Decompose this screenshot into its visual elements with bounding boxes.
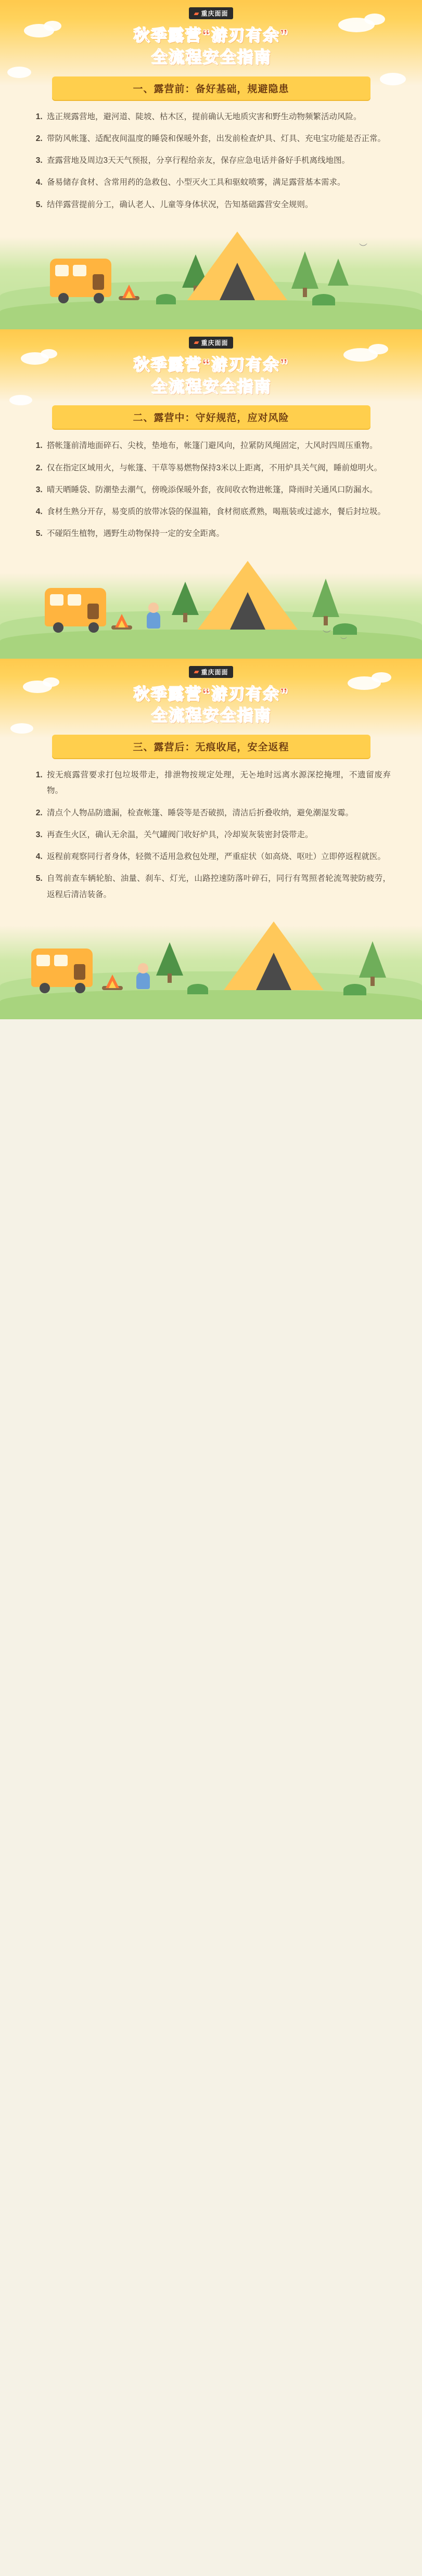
section-ribbon-1: 一、露营前：备好基础，规避隐患 (52, 76, 370, 100)
camper-person-head-icon (148, 603, 159, 613)
brand-logo-row (0, 329, 422, 349)
list-item: 2. 仅在指定区域用火，与帐篷、干草等易燃物保持3米以上距离，不用炉具关气阀，睡前熄明火。 (45, 460, 391, 476)
step-list-1 (34, 109, 391, 213)
bush-icon (343, 984, 366, 995)
van-door-icon (74, 964, 85, 980)
section-after-camping (0, 659, 422, 1019)
logo-mark-icon: ▰ (194, 668, 200, 676)
grass-ground-front (0, 300, 422, 329)
list-item: 5. 不碰陌生植物，遇野生动物保持一定的安全距离。 (45, 526, 391, 542)
van-wheel-icon (58, 293, 69, 303)
tree-icon (312, 579, 339, 617)
campfire-inner-icon (118, 620, 125, 627)
tree-icon (328, 259, 349, 286)
illustration-camp-scene-3 (0, 910, 422, 1019)
logo-text: 重庆面面 (201, 339, 228, 347)
cloud-icon (7, 67, 31, 78)
tree-icon (156, 942, 183, 976)
van-wheel-icon (88, 622, 99, 633)
bird-icon: ︶ (323, 630, 331, 639)
list-item: 1. 选正规露营地，避河道、陡坡、枯木区，提前确认无地质灾害和野生动物频繁活动风险。 (45, 109, 391, 125)
list-item: 1. 搭帐篷前清地面碎石、尖枝，垫地布，帐篷门避风向，拉紧防风绳固定，大风时四周压重物。 (45, 438, 391, 454)
bird-icon: ︶ (340, 636, 348, 644)
camper-van-icon (50, 259, 111, 297)
van-wheel-icon (40, 983, 50, 993)
infographic-page (0, 0, 422, 1019)
camper-van-icon (31, 949, 93, 987)
van-window-icon (50, 594, 63, 606)
list-item: 1. 按无痕露营要求打包垃圾带走，排泄物按规定处理，无논地时远离水源深挖掩埋，不遗留废弃物。 (45, 767, 391, 799)
title-line-1: 秋季露营“游刃有余” (133, 355, 289, 374)
title-line-2: 全流程安全指南 (151, 47, 271, 66)
section-during-camping (0, 329, 422, 659)
list-item: 4. 食材生熟分开存，易变质的放带冰袋的保温箱，食材彻底煮熟，喝瓶装或过滤水，餐后封垃圾。 (45, 504, 391, 520)
tree-icon (291, 251, 318, 289)
bush-icon (156, 294, 176, 304)
step-list-3 (34, 767, 391, 903)
camper-person-icon (136, 972, 150, 989)
bush-icon (187, 984, 208, 994)
brand-logo (189, 7, 233, 19)
tent-door-icon (256, 953, 291, 990)
list-item: 2. 清点个人物品防遗漏，检查帐篷、睡袋等是否破损，清洁后折叠收纳，避免潮湿发霉。 (45, 805, 391, 821)
brand-logo (189, 337, 233, 349)
list-item: 5. 自驾前查车辆轮胎、油量、刹车、灯光，山路控速防落叶碎石，同行有驾照者轮流驾驶防疲劳，返程后清洁装备。 (45, 871, 391, 902)
tree-icon (172, 582, 199, 615)
list-item: 2. 带防风帐篷、适配夜间温度的睡袋和保暖外套，出发前检查炉具、灯具、充电宝功能是否正常。 (45, 131, 391, 147)
camper-van-icon (45, 588, 106, 626)
title-line-1: 秋季露营“游刃有余” (133, 26, 289, 44)
list-item: 4. 备易储存食材、含常用药的急救包、小型灭火工具和驱蚊喷雾，满足露营基本需求。 (45, 175, 391, 190)
tent-door-icon (230, 592, 265, 630)
page-title (0, 24, 422, 68)
grass-ground-front (0, 630, 422, 659)
section-ribbon-3: 三、露营后：无痕收尾，安全返程 (52, 735, 370, 758)
logo-mark-icon: ▰ (194, 338, 200, 347)
camper-person-head-icon (138, 963, 148, 973)
list-item: 4. 返程前观察同行者身体，轻微不适用急救包处理，严重症状（如高烧、呕吐）立即停返程就医。 (45, 849, 391, 865)
title-line-2: 全流程安全指南 (151, 377, 271, 395)
tree-trunk-icon (324, 616, 328, 625)
logo-text: 重庆面面 (201, 668, 228, 676)
van-door-icon (87, 604, 99, 619)
title-line-2: 全流程安全指南 (151, 706, 271, 725)
van-wheel-icon (53, 622, 63, 633)
tree-trunk-icon (168, 973, 172, 983)
tent-door-icon (220, 263, 255, 300)
van-wheel-icon (94, 293, 104, 303)
tree-icon (359, 941, 386, 978)
van-window-icon (68, 594, 81, 606)
campfire-inner-icon (109, 981, 116, 988)
illustration-camp-scene-2 (0, 549, 422, 659)
tree-trunk-icon (303, 288, 307, 297)
list-item: 3. 晴天晒睡袋、防潮垫去潮气，傍晚添保暖外套，夜间收衣物进帐篷，降雨时关通风口防漏水。 (45, 482, 391, 498)
section-before-camping (0, 0, 422, 329)
bird-icon: ︶ (359, 243, 368, 252)
illustration-camp-scene-1 (0, 220, 422, 329)
van-wheel-icon (75, 983, 85, 993)
brand-logo (189, 666, 233, 678)
tree-trunk-icon (183, 613, 187, 622)
van-door-icon (93, 274, 104, 290)
van-window-icon (54, 955, 68, 966)
bush-icon (312, 294, 335, 305)
step-list-2 (34, 438, 391, 542)
section-ribbon-2: 二、露营中：守好规范，应对风险 (52, 405, 370, 429)
brand-logo-row (0, 0, 422, 19)
title-line-1: 秋季露营“游刃有余” (133, 684, 289, 703)
van-window-icon (36, 955, 50, 966)
brand-logo-row (0, 659, 422, 678)
list-item: 3. 再查生火区，确认无余温，关气罐阀门收好炉具，冷却炭灰装密封袋带走。 (45, 827, 391, 843)
bush-icon (333, 623, 357, 635)
campfire-inner-icon (125, 291, 133, 298)
page-title (0, 683, 422, 727)
logo-mark-icon: ▰ (194, 9, 200, 17)
van-window-icon (73, 265, 86, 276)
tree-trunk-icon (370, 977, 375, 986)
camper-person-icon (147, 612, 160, 629)
list-item: 3. 查露营地及周边3天天气预报，分享行程给亲友，保存应急电话并备好手机离线地图。 (45, 153, 391, 169)
logo-text: 重庆面面 (201, 10, 228, 17)
cloud-icon (380, 73, 406, 85)
page-title (0, 354, 422, 398)
van-window-icon (55, 265, 69, 276)
list-item: 5. 结伴露营提前分工，确认老人、儿童等身体状况，告知基础露营安全规则。 (45, 197, 391, 213)
